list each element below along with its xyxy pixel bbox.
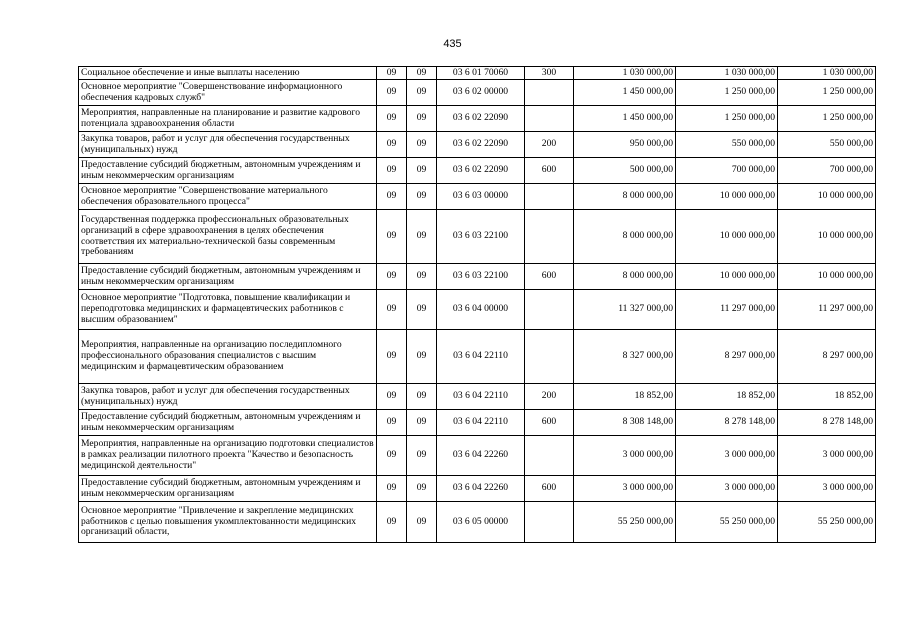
table-row	[79, 132, 876, 158]
subsection-code-cell: 09	[407, 384, 437, 410]
table-row	[79, 158, 876, 184]
subsection-code-cell: 09	[407, 210, 437, 264]
section-code-cell: 09	[377, 158, 407, 184]
amount-year1-cell: 8 308 148,00	[574, 410, 676, 436]
section-code-cell: 09	[377, 184, 407, 210]
amount-year2-cell: 1 250 000,00	[676, 106, 778, 132]
amount-year3-cell: 18 852,00	[778, 384, 876, 410]
target-article-cell: 03 6 01 70060	[437, 67, 525, 80]
amount-year1-cell: 11 327 000,00	[574, 290, 676, 330]
subsection-code-cell: 09	[407, 410, 437, 436]
section-code-cell: 09	[377, 132, 407, 158]
target-article-cell: 03 6 03 00000	[437, 184, 525, 210]
target-article-cell: 03 6 04 22110	[437, 330, 525, 384]
subsection-code-cell: 09	[407, 158, 437, 184]
amount-year2-cell: 1 030 000,00	[676, 67, 778, 80]
section-code-cell: 09	[377, 67, 407, 80]
amount-year2-cell: 3 000 000,00	[676, 476, 778, 502]
row-name-cell: Основное мероприятие "Подготовка, повышение квалификации и переподготовка медицинских и фармацевтических работников с высшим образованием"	[79, 290, 377, 330]
target-article-cell: 03 6 05 00000	[437, 502, 525, 543]
table-row	[79, 502, 876, 543]
amount-year2-cell: 8 297 000,00	[676, 330, 778, 384]
subsection-code-cell: 09	[407, 184, 437, 210]
table-row	[79, 476, 876, 502]
amount-year3-cell: 11 297 000,00	[778, 290, 876, 330]
amount-year3-cell: 3 000 000,00	[778, 476, 876, 502]
table-row	[79, 384, 876, 410]
amount-year3-cell: 10 000 000,00	[778, 184, 876, 210]
subsection-code-cell: 09	[407, 290, 437, 330]
amount-year1-cell: 8 000 000,00	[574, 210, 676, 264]
table-row	[79, 436, 876, 476]
subsection-code-cell: 09	[407, 67, 437, 80]
amount-year2-cell: 18 852,00	[676, 384, 778, 410]
expense-type-cell: 600	[525, 158, 574, 184]
section-code-cell: 09	[377, 410, 407, 436]
expense-type-cell	[525, 80, 574, 106]
table-row	[79, 106, 876, 132]
expense-type-cell: 200	[525, 132, 574, 158]
row-name-cell: Основное мероприятие "Совершенствование материального обеспечения образовательного процесса"	[79, 184, 377, 210]
page-number: 435	[443, 38, 462, 50]
budget-table	[78, 66, 876, 543]
target-article-cell: 03 6 04 22110	[437, 410, 525, 436]
section-code-cell: 09	[377, 80, 407, 106]
amount-year1-cell: 3 000 000,00	[574, 476, 676, 502]
row-name-cell: Мероприятия, направленные на организацию последипломного профессионального образования специалистов с высшим медицинским и фармацевтическим образованием	[79, 330, 377, 384]
amount-year3-cell: 1 250 000,00	[778, 80, 876, 106]
section-code-cell: 09	[377, 106, 407, 132]
amount-year3-cell: 1 030 000,00	[778, 67, 876, 80]
amount-year1-cell: 8 000 000,00	[574, 184, 676, 210]
target-article-cell: 03 6 02 22090	[437, 132, 525, 158]
row-name-cell: Социальное обеспечение и иные выплаты населению	[79, 67, 377, 80]
target-article-cell: 03 6 04 22260	[437, 436, 525, 476]
expense-type-cell	[525, 330, 574, 384]
section-code-cell: 09	[377, 264, 407, 290]
subsection-code-cell: 09	[407, 106, 437, 132]
amount-year3-cell: 10 000 000,00	[778, 210, 876, 264]
section-code-cell: 09	[377, 330, 407, 384]
amount-year1-cell: 950 000,00	[574, 132, 676, 158]
section-code-cell: 09	[377, 476, 407, 502]
subsection-code-cell: 09	[407, 330, 437, 384]
section-code-cell: 09	[377, 210, 407, 264]
amount-year2-cell: 10 000 000,00	[676, 264, 778, 290]
expense-type-cell: 300	[525, 67, 574, 80]
table-body	[79, 67, 876, 543]
amount-year1-cell: 8 327 000,00	[574, 330, 676, 384]
subsection-code-cell: 09	[407, 264, 437, 290]
amount-year1-cell: 18 852,00	[574, 384, 676, 410]
target-article-cell: 03 6 02 22090	[437, 158, 525, 184]
expense-type-cell	[525, 502, 574, 543]
amount-year2-cell: 550 000,00	[676, 132, 778, 158]
amount-year1-cell: 1 030 000,00	[574, 67, 676, 80]
row-name-cell: Предоставление субсидий бюджетным, автономным учреждениям и иным некоммерческим организациям	[79, 264, 377, 290]
expense-type-cell: 200	[525, 384, 574, 410]
amount-year1-cell: 8 000 000,00	[574, 264, 676, 290]
expense-type-cell	[525, 106, 574, 132]
target-article-cell: 03 6 02 00000	[437, 80, 525, 106]
amount-year2-cell: 700 000,00	[676, 158, 778, 184]
expense-type-cell	[525, 184, 574, 210]
amount-year2-cell: 10 000 000,00	[676, 184, 778, 210]
target-article-cell: 03 6 04 22110	[437, 384, 525, 410]
amount-year2-cell: 11 297 000,00	[676, 290, 778, 330]
target-article-cell: 03 6 03 22100	[437, 210, 525, 264]
row-name-cell: Предоставление субсидий бюджетным, автономным учреждениям и иным некоммерческим организациям	[79, 476, 377, 502]
expense-type-cell: 600	[525, 264, 574, 290]
amount-year3-cell: 3 000 000,00	[778, 436, 876, 476]
amount-year1-cell: 1 450 000,00	[574, 106, 676, 132]
table-row	[79, 210, 876, 264]
table-row	[79, 67, 876, 80]
target-article-cell: 03 6 03 22100	[437, 264, 525, 290]
row-name-cell: Закупка товаров, работ и услуг для обеспечения государственных (муниципальных) нужд	[79, 384, 377, 410]
table-row	[79, 330, 876, 384]
expense-type-cell	[525, 290, 574, 330]
amount-year3-cell: 55 250 000,00	[778, 502, 876, 543]
amount-year1-cell: 500 000,00	[574, 158, 676, 184]
amount-year3-cell: 8 297 000,00	[778, 330, 876, 384]
section-code-cell: 09	[377, 502, 407, 543]
expense-type-cell: 600	[525, 476, 574, 502]
subsection-code-cell: 09	[407, 436, 437, 476]
amount-year2-cell: 8 278 148,00	[676, 410, 778, 436]
section-code-cell: 09	[377, 436, 407, 476]
amount-year3-cell: 1 250 000,00	[778, 106, 876, 132]
subsection-code-cell: 09	[407, 502, 437, 543]
amount-year3-cell: 700 000,00	[778, 158, 876, 184]
table-row	[79, 184, 876, 210]
table-row	[79, 410, 876, 436]
row-name-cell: Мероприятия, направленные на планирование и развитие кадрового потенциала здравоохранения области	[79, 106, 377, 132]
table-row	[79, 264, 876, 290]
amount-year2-cell: 55 250 000,00	[676, 502, 778, 543]
expense-type-cell: 600	[525, 410, 574, 436]
table-row	[79, 80, 876, 106]
amount-year1-cell: 3 000 000,00	[574, 436, 676, 476]
row-name-cell: Предоставление субсидий бюджетным, автономным учреждениям и иным некоммерческим организациям	[79, 410, 377, 436]
row-name-cell: Государственная поддержка профессиональных образовательных организаций в сфере здравоохранения в целях обеспечения соответствия их материально-технической базы современным требованиям	[79, 210, 377, 264]
subsection-code-cell: 09	[407, 80, 437, 106]
amount-year3-cell: 10 000 000,00	[778, 264, 876, 290]
row-name-cell: Предоставление субсидий бюджетным, автономным учреждениям и иным некоммерческим организациям	[79, 158, 377, 184]
amount-year2-cell: 3 000 000,00	[676, 436, 778, 476]
amount-year1-cell: 1 450 000,00	[574, 80, 676, 106]
row-name-cell: Основное мероприятие "Привлечение и закрепление медицинских работников с целью повышения укомплектованности медицинских организаций области,	[79, 502, 377, 543]
target-article-cell: 03 6 04 22260	[437, 476, 525, 502]
subsection-code-cell: 09	[407, 132, 437, 158]
target-article-cell: 03 6 02 22090	[437, 106, 525, 132]
row-name-cell: Основное мероприятие "Совершенствование информационного обеспечения кадровых служб"	[79, 80, 377, 106]
amount-year1-cell: 55 250 000,00	[574, 502, 676, 543]
target-article-cell: 03 6 04 00000	[437, 290, 525, 330]
row-name-cell: Закупка товаров, работ и услуг для обеспечения государственных (муниципальных) нужд	[79, 132, 377, 158]
amount-year3-cell: 8 278 148,00	[778, 410, 876, 436]
amount-year3-cell: 550 000,00	[778, 132, 876, 158]
section-code-cell: 09	[377, 290, 407, 330]
row-name-cell: Мероприятия, направленные на организацию подготовки специалистов в рамках реализации пилотного проекта "Качество и безопасность медицинской деятельности"	[79, 436, 377, 476]
section-code-cell: 09	[377, 384, 407, 410]
amount-year2-cell: 10 000 000,00	[676, 210, 778, 264]
expense-type-cell	[525, 436, 574, 476]
subsection-code-cell: 09	[407, 476, 437, 502]
expense-type-cell	[525, 210, 574, 264]
table-row	[79, 290, 876, 330]
amount-year2-cell: 1 250 000,00	[676, 80, 778, 106]
